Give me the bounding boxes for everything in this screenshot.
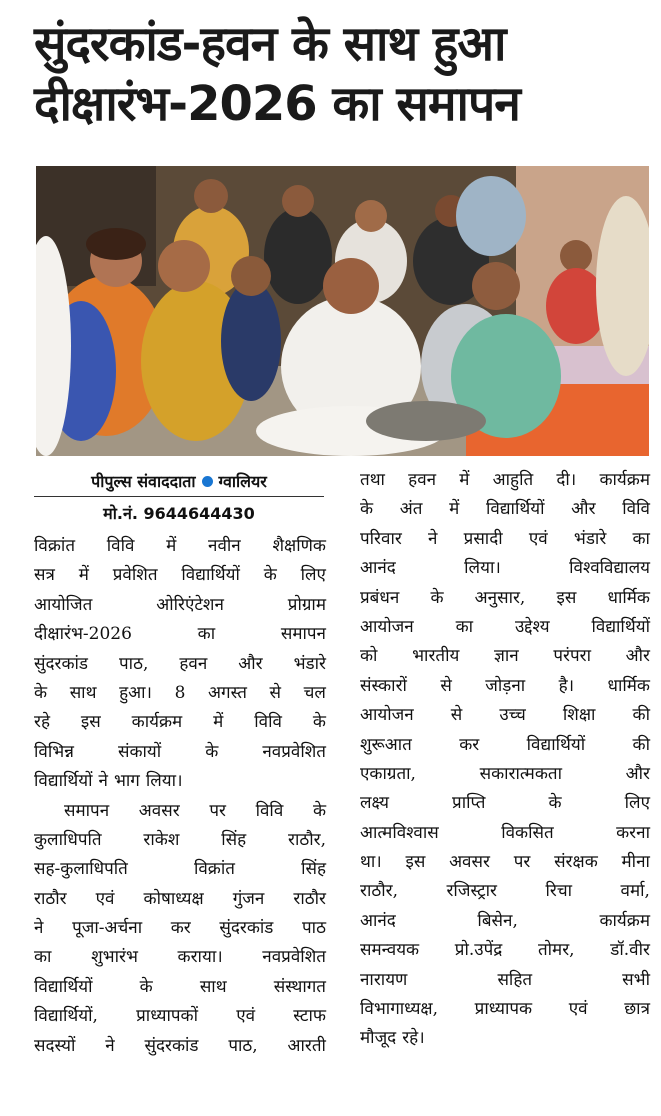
article-line: आत्मविश्वास विकसित करना [360,822,650,843]
article-line: विद्यार्थियों, प्राध्यापकों एवं स्टाफ [34,1006,326,1027]
article-column-2 [360,466,650,1054]
headline [34,14,646,134]
article-line: के साथ हुआ। 8 अगस्त से चल [34,682,326,703]
article-line: सत्र में प्रवेशित विद्यार्थियों के लिए [34,565,326,586]
article-line: विभागाध्यक्ष, प्राध्यापक एवं छात्र [360,999,650,1020]
mobile-number: मो.नं. 9644644430 [103,504,255,523]
article-line: आयोजन का उद्देश्य विद्यार्थियों [360,616,650,637]
article-line: था। इस अवसर पर संरक्षक मीना [360,852,650,873]
article-line: समन्वयक प्रो.उपेंद्र तोमर, डॉ.वीर [360,940,650,961]
article-line: समापन अवसर पर विवि के [64,800,326,821]
headline-line-2: दीक्षारंभ-2026 का समापन [34,76,520,132]
article-line: कुलाधिपति राकेश सिंह राठौर, [34,829,326,850]
headline-line-1: सुंदरकांड-हवन के साथ हुआ [34,16,506,72]
article-line: दीक्षारंभ-2026 का समापन [34,624,326,645]
article-line: मौजूद रहे। [360,1028,425,1049]
article-line: आनंद लिया। विश्वविद्यालय [360,558,650,579]
article-line: विक्रांत विवि में नवीन शैक्षणिक [34,536,326,556]
article-line: सदस्यों ने सुंदरकांड पाठ, आरती [34,1035,326,1056]
article-line: रहे इस कार्यक्रम में विवि के [34,712,326,733]
article-line: शुरूआत कर विद्यार्थियों की [360,734,650,755]
article-line: परिवार ने प्रसादी एवं भंडारे का [360,528,650,549]
article-line: का शुभारंभ कराया। नवप्रवेशित [34,947,326,968]
article-line: एकाग्रता, सकारात्मकता और [360,763,650,784]
article-line: विभिन्न संकायों के नवप्रवेशित [34,741,326,762]
article-line: विद्यार्थियों के साथ संस्थागत [34,976,326,997]
article-line: सुंदरकांड पाठ, हवन और भंडारे [34,653,326,674]
bullet-dot-icon [202,476,213,487]
article-line: राठौर एवं कोषाध्यक्ष गुंजन राठौर [34,888,326,909]
article-line: तथा हवन में आहुति दी। कार्यक्रम [360,470,650,490]
article-column-1 [34,532,326,1061]
article-line: सह-कुलाधिपति विक्रांत सिंह [34,859,326,880]
article-line: के अंत में विद्यार्थियों और विवि [360,499,650,520]
article-line: प्रबंधन के अनुसार, इस धार्मिक [360,587,650,608]
article-line: नारायण सहित सभी [360,969,650,990]
article-line: संस्कारों से जोड़ना है। धार्मिक [360,675,650,696]
article-line: आनंद बिसेन, कार्यक्रम [360,910,650,931]
article-line: लक्ष्य प्राप्ति के लिए [360,793,650,814]
reporter-label: पीपुल्स संवाददाता [91,472,196,491]
article-line: ने पूजा-अर्चना कर सुंदरकांड पाठ [34,918,326,939]
byline [34,466,324,497]
city-label: ग्वालियर [218,472,267,491]
article-line: आयोजन से उच्च शिक्षा की [360,705,650,726]
article-line: विद्यार्थियों ने भाग लिया। [34,771,183,792]
news-photo [36,166,649,456]
article-line: आयोजित ओरिएंटेशन प्रोग्राम [34,594,326,615]
article-line: को भारतीय ज्ञान परंपरा और [360,646,650,667]
article-line: राठौर, रजिस्ट्रार रिचा वर्मा, [360,881,650,902]
